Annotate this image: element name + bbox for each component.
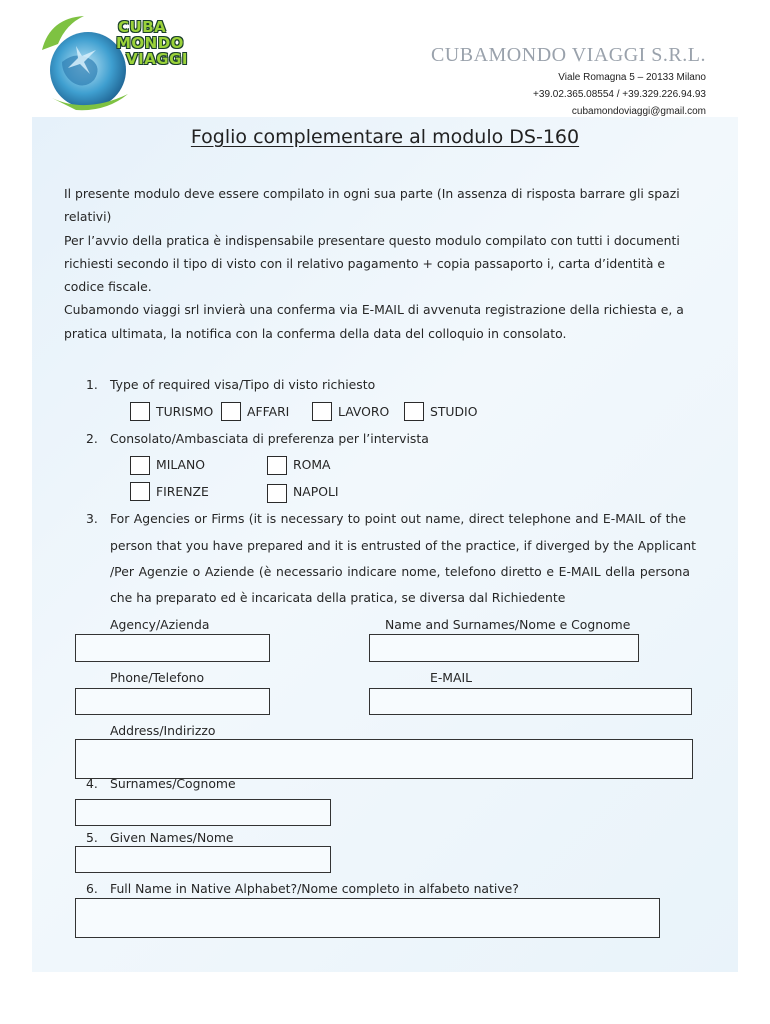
q3-text-line-4: che ha preparato ed è incaricata della pratica, se diversa dal Richiedente bbox=[110, 590, 566, 605]
company-name: CUBAMONDO VIAGGI S.R.L. bbox=[430, 44, 706, 66]
q5-number: 5. bbox=[86, 830, 98, 845]
checkbox-roma[interactable] bbox=[267, 456, 287, 475]
company-phones: +39.02.365.08554 / +39.329.226.94.93 bbox=[533, 89, 706, 100]
logo-text-line3: VIAGGI bbox=[126, 50, 189, 68]
q2-number: 2. bbox=[86, 431, 98, 446]
contact-name-input[interactable] bbox=[369, 634, 639, 662]
email-label: E-MAIL bbox=[430, 670, 473, 685]
company-address: Viale Romagna 5 – 20133 Milano bbox=[558, 72, 706, 83]
logo-text-line2: MONDO bbox=[116, 34, 184, 52]
phone-label: Phone/Telefono bbox=[110, 670, 205, 685]
q3-text-line-1: For Agencies or Firms (it is necessary to point out name, direct telephone and E-MAIL of the bbox=[110, 511, 686, 526]
address-label: Address/Indirizzo bbox=[110, 723, 216, 738]
agency-label: Agency/Azienda bbox=[110, 617, 210, 632]
intro-paragraph-1: Il presente modulo deve essere compilato in ogni sua parte (In assenza di risposta barrare gli spazi relativi) bbox=[64, 186, 680, 225]
checkbox-lavoro[interactable] bbox=[312, 402, 332, 421]
company-logo bbox=[36, 10, 196, 118]
option-roma: ROMA bbox=[293, 457, 331, 472]
intro-text bbox=[64, 182, 708, 345]
native-name-input[interactable] bbox=[75, 898, 660, 938]
checkbox-turismo[interactable] bbox=[130, 402, 150, 421]
intro-paragraph-3: Cubamondo viaggi srl invierà una conferma via E-MAIL di avvenuta registrazione della richiesta e, a pratica ultimata, la notifica con la conferma della data del colloquio in consolato. bbox=[64, 302, 684, 341]
form-title: Foglio complementare al modulo DS-160 bbox=[190, 126, 580, 148]
q6-label: Full Name in Native Alphabet?/Nome completo in alfabeto native? bbox=[110, 881, 519, 896]
checkbox-napoli[interactable] bbox=[267, 484, 287, 503]
option-lavoro: LAVORO bbox=[338, 404, 390, 419]
option-affari: AFFARI bbox=[247, 404, 290, 419]
q4-label: Surnames/Cognome bbox=[110, 776, 236, 791]
email-input[interactable] bbox=[369, 688, 692, 715]
checkbox-milano[interactable] bbox=[130, 456, 150, 475]
q3-text-line-3: /Per Agenzie o Aziende (è necessario indicare nome, telefono diretto e E-MAIL della persona bbox=[110, 564, 690, 579]
q1-number: 1. bbox=[86, 377, 98, 392]
address-input[interactable] bbox=[75, 739, 693, 779]
q3-text-line-2: person that you have prepared and it is entrusted of the practice, if diverged by the Applicant bbox=[110, 538, 696, 553]
q5-label: Given Names/Nome bbox=[110, 830, 234, 845]
option-napoli: NAPOLI bbox=[293, 484, 339, 499]
option-studio: STUDIO bbox=[430, 404, 478, 419]
logo-text-line1: CUBA bbox=[118, 18, 167, 36]
phone-input[interactable] bbox=[75, 688, 270, 715]
q3-number: 3. bbox=[86, 511, 98, 526]
q1-label: Type of required visa/Tipo di visto richiesto bbox=[110, 377, 376, 392]
option-milano: MILANO bbox=[156, 457, 206, 472]
option-firenze: FIRENZE bbox=[156, 484, 209, 499]
option-turismo: TURISMO bbox=[156, 404, 214, 419]
company-email: cubamondoviaggi@gmail.com bbox=[571, 106, 706, 117]
intro-paragraph-2: Per l’avvio della pratica è indispensabile presentare questo modulo compilato con tutti i documenti richiesti secondo il tipo di visto con il relativo pagamento + copia passaporto i, carta d’identità e codice fiscale. bbox=[64, 232, 680, 295]
checkbox-studio[interactable] bbox=[404, 402, 424, 421]
contact-name-label: Name and Surnames/Nome e Cognome bbox=[385, 617, 631, 632]
checkbox-firenze[interactable] bbox=[130, 482, 150, 501]
q2-label: Consolato/Ambasciata di preferenza per l’intervista bbox=[110, 431, 429, 446]
given-name-input[interactable] bbox=[75, 846, 331, 873]
q6-number: 6. bbox=[86, 881, 98, 896]
checkbox-affari[interactable] bbox=[221, 402, 241, 421]
agency-input[interactable] bbox=[75, 634, 270, 662]
surname-input[interactable] bbox=[75, 799, 331, 826]
q4-number: 4. bbox=[86, 776, 98, 791]
